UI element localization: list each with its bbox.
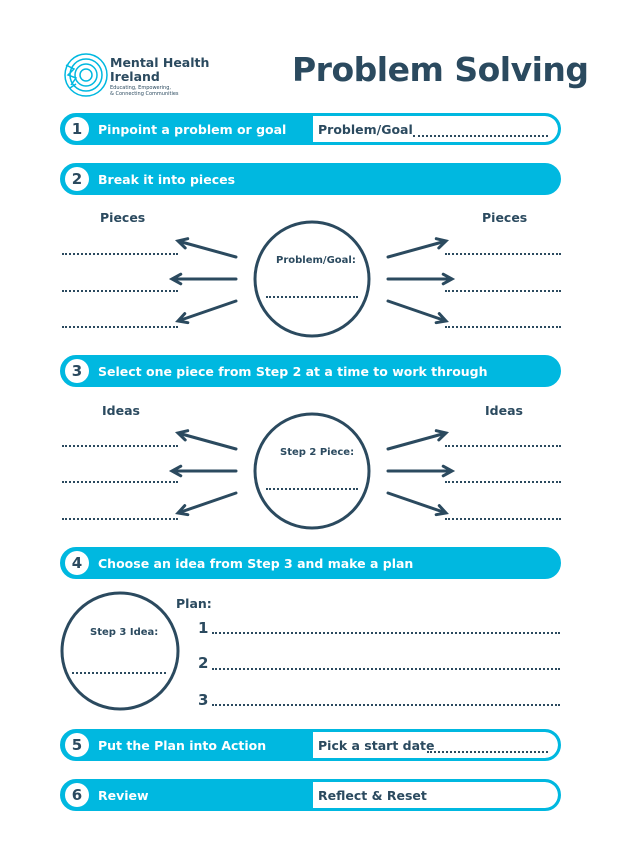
circle-label: Step 3 Idea:: [90, 627, 159, 638]
plan-number: 1: [198, 619, 209, 637]
page-title: Problem Solving: [292, 50, 589, 89]
answer-line[interactable]: [445, 445, 561, 447]
arrow-icon: [388, 239, 446, 257]
step-number: 3: [65, 359, 89, 383]
field-label: Pick a start date: [318, 738, 435, 753]
arrow-icon: [388, 493, 446, 515]
plan-line-3[interactable]: [212, 704, 560, 706]
answer-line[interactable]: [445, 253, 561, 255]
answer-line[interactable]: [445, 518, 561, 520]
start-date-field[interactable]: [313, 732, 558, 758]
dotted-line: [427, 751, 548, 753]
circle-dotted-line[interactable]: [266, 488, 358, 490]
dotted-line: [413, 135, 548, 137]
answer-line[interactable]: [445, 481, 561, 483]
arrow-icon: [388, 301, 446, 323]
logo-name: Mental Health Ireland: [110, 55, 210, 84]
step-label: Review: [98, 788, 149, 803]
arrow-icon: [388, 431, 446, 449]
plan-number: 3: [198, 691, 209, 709]
ideas-label-right: Ideas: [485, 403, 523, 418]
logo-icon: [65, 54, 107, 96]
problem-goal-field[interactable]: [313, 116, 558, 142]
step-number: 4: [65, 551, 89, 575]
step2-circle: [255, 222, 369, 336]
circle-label: Problem/Goal:: [276, 255, 356, 266]
reflect-reset-field[interactable]: [313, 782, 558, 808]
answer-line[interactable]: [62, 253, 178, 255]
step3-circle: [255, 414, 369, 528]
plan-line-1[interactable]: [212, 632, 560, 634]
arrow-icon: [172, 274, 236, 284]
plan-line-2[interactable]: [212, 668, 560, 670]
ideas-label-left: Ideas: [102, 403, 140, 418]
answer-line[interactable]: [62, 326, 178, 328]
step-4-bar: [60, 547, 561, 579]
step4-circle: [62, 593, 178, 709]
step-number: 6: [65, 783, 89, 807]
answer-line[interactable]: [62, 518, 178, 520]
plan-number: 2: [198, 654, 209, 672]
arrow-icon: [388, 466, 452, 476]
step-label: Select one piece from Step 2 at a time to work through: [98, 364, 488, 379]
step-number: 1: [65, 117, 89, 141]
step-label: Choose an idea from Step 3 and make a plan: [98, 556, 414, 571]
answer-line[interactable]: [62, 290, 178, 292]
step-2-bar: [60, 163, 561, 195]
plan-label: Plan:: [176, 596, 212, 611]
arrow-icon: [172, 466, 236, 476]
step-label: Break it into pieces: [98, 172, 236, 187]
circle-label: Step 2 Piece:: [280, 447, 355, 458]
step-number: 2: [65, 167, 89, 191]
arrow-icon: [178, 431, 236, 449]
step-5-bar: [60, 729, 561, 761]
logo-tagline: Educating, Empowering, & Connecting Communities: [110, 85, 179, 97]
pieces-label-left: Pieces: [100, 210, 146, 225]
arrow-icon: [388, 274, 452, 284]
step-3-bar: [60, 355, 561, 387]
step-6-bar: [60, 779, 561, 811]
step-1-bar: [60, 113, 561, 145]
pieces-label-right: Pieces: [482, 210, 528, 225]
field-label: Problem/Goal: [318, 122, 413, 137]
step-label: Pinpoint a problem or goal: [98, 122, 287, 137]
answer-line[interactable]: [62, 481, 178, 483]
answer-line[interactable]: [445, 326, 561, 328]
field-label: Reflect & Reset: [318, 788, 427, 803]
answer-line[interactable]: [445, 290, 561, 292]
step-number: 5: [65, 733, 89, 757]
step-label: Put the Plan into Action: [98, 738, 267, 753]
arrow-icon: [178, 239, 236, 257]
arrow-icon: [178, 301, 236, 323]
circle-dotted-line[interactable]: [266, 296, 358, 298]
circle-dotted-line[interactable]: [72, 672, 166, 674]
answer-line[interactable]: [62, 445, 178, 447]
arrow-icon: [178, 493, 236, 515]
